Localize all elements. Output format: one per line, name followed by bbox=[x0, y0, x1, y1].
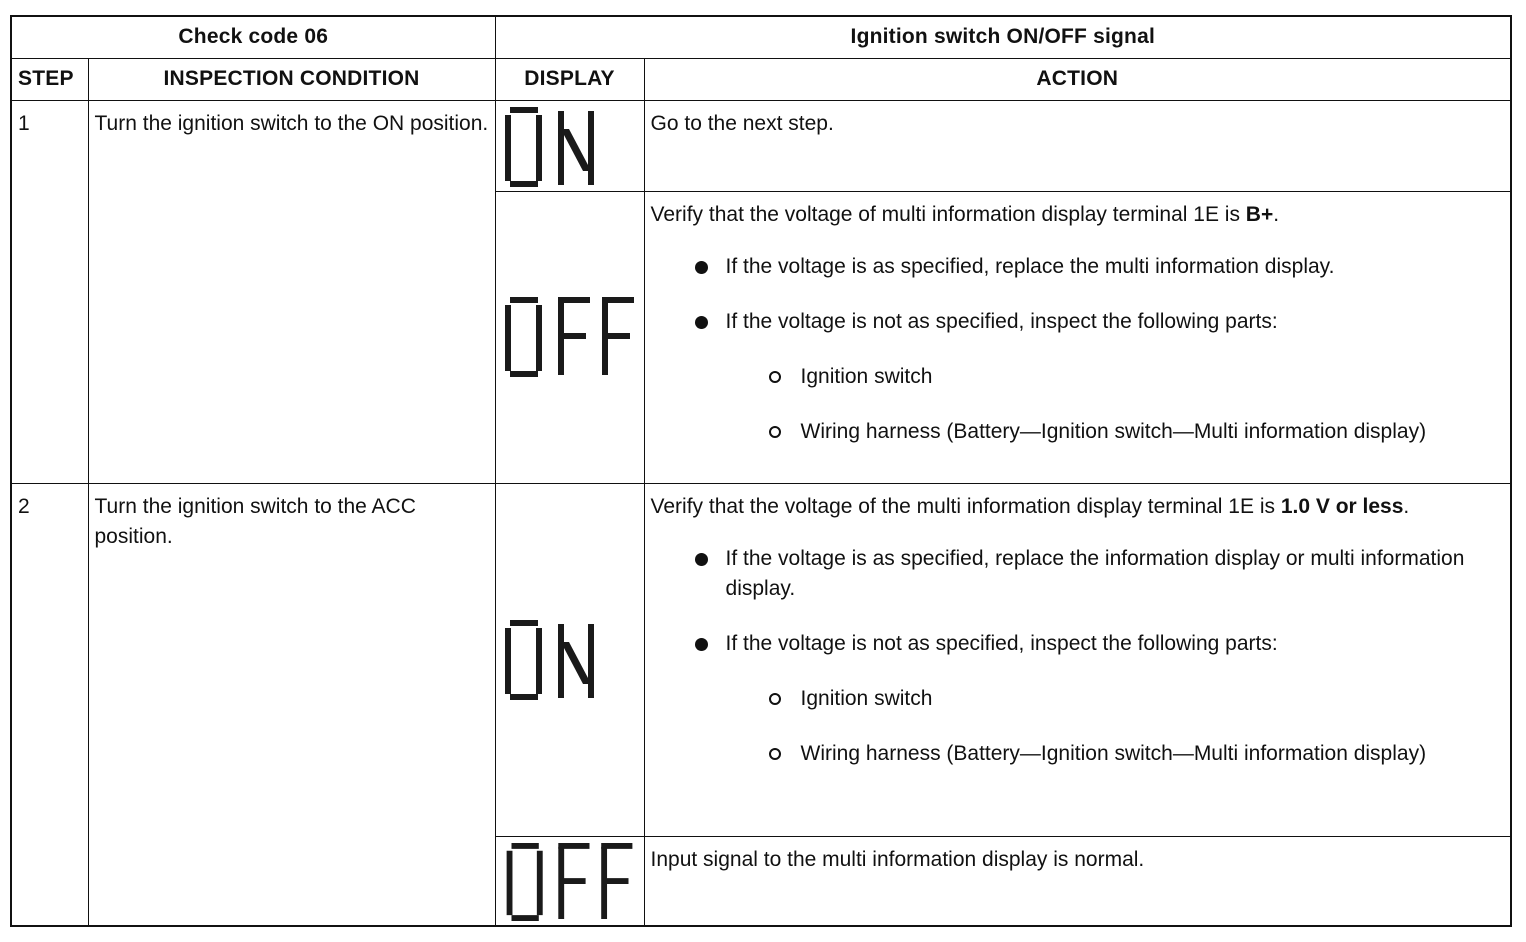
voltage-spec: 1.0 V or less bbox=[1280, 494, 1404, 518]
list-item: If the voltage is not as specified, inspect the following parts: Ignition switch Wiring harness (Battery—Ignition switch—Multi information display) bbox=[651, 307, 1505, 447]
parts-list bbox=[651, 362, 1505, 447]
circle-bullet-icon bbox=[769, 371, 781, 383]
action-cell bbox=[644, 836, 1511, 926]
column-header-row bbox=[11, 58, 1511, 100]
display-cell bbox=[495, 836, 644, 926]
list-item: If the voltage is as specified, replace the information display or multi information display. bbox=[651, 544, 1505, 604]
inspection-condition: Turn the ignition switch to the ACC position. bbox=[88, 483, 495, 926]
lcd-off-icon bbox=[502, 297, 638, 377]
title-row bbox=[11, 16, 1511, 58]
action-cell bbox=[644, 191, 1511, 483]
display-cell bbox=[495, 483, 644, 836]
list-item: If the voltage is not as specified, inspect the following parts: Ignition switch Wiring harness (Battery—Ignition switch—Multi information display) bbox=[651, 629, 1505, 769]
action-text: Verify that the voltage of multi information display terminal 1E is B+. bbox=[650, 202, 1280, 226]
voltage-spec: B+ bbox=[1245, 202, 1274, 226]
bullet-icon bbox=[695, 261, 708, 274]
display-cell bbox=[495, 191, 644, 483]
bullet-icon bbox=[695, 553, 708, 566]
lcd-off-icon bbox=[502, 843, 638, 921]
inspection-condition: Turn the ignition switch to the ON position. bbox=[88, 100, 495, 483]
step-number: 1 bbox=[11, 100, 88, 483]
table-row bbox=[11, 100, 1511, 191]
check-code-title: Check code 06 bbox=[11, 16, 495, 58]
display-cell bbox=[495, 100, 644, 191]
step-column-header: STEP bbox=[11, 58, 88, 100]
table-row bbox=[11, 483, 1511, 836]
list-item: Wiring harness (Battery—Ignition switch—Multi information display) bbox=[651, 739, 1505, 769]
diagnostic-sheet bbox=[10, 15, 1510, 927]
step-number: 2 bbox=[11, 483, 88, 926]
display-column-header: DISPLAY bbox=[495, 58, 644, 100]
list-item: Wiring harness (Battery—Ignition switch—Multi information display) bbox=[651, 417, 1505, 447]
action-bullets bbox=[651, 544, 1505, 769]
action-cell bbox=[644, 483, 1511, 836]
circle-bullet-icon bbox=[769, 748, 781, 760]
signal-title: Ignition switch ON/OFF signal bbox=[495, 16, 1511, 58]
lcd-on-icon bbox=[502, 107, 594, 187]
condition-column-header: INSPECTION CONDITION bbox=[88, 58, 495, 100]
action-column-header: ACTION bbox=[644, 58, 1511, 100]
action-bullets bbox=[651, 252, 1505, 447]
action-cell bbox=[644, 100, 1511, 191]
action-text: Input signal to the multi information display is normal. bbox=[650, 847, 1145, 871]
bullet-icon bbox=[695, 638, 708, 651]
list-item: Ignition switch bbox=[651, 362, 1505, 392]
lcd-on-icon bbox=[502, 620, 594, 700]
parts-list bbox=[651, 684, 1505, 769]
circle-bullet-icon bbox=[769, 693, 781, 705]
bullet-icon bbox=[695, 316, 708, 329]
circle-bullet-icon bbox=[769, 426, 781, 438]
action-text: Go to the next step. bbox=[650, 111, 834, 135]
list-item: Ignition switch bbox=[651, 684, 1505, 714]
list-item: If the voltage is as specified, replace the multi information display. bbox=[651, 252, 1505, 282]
check-code-table bbox=[10, 15, 1512, 927]
action-text: Verify that the voltage of the multi information display terminal 1E is 1.0 V or less. bbox=[650, 494, 1410, 518]
